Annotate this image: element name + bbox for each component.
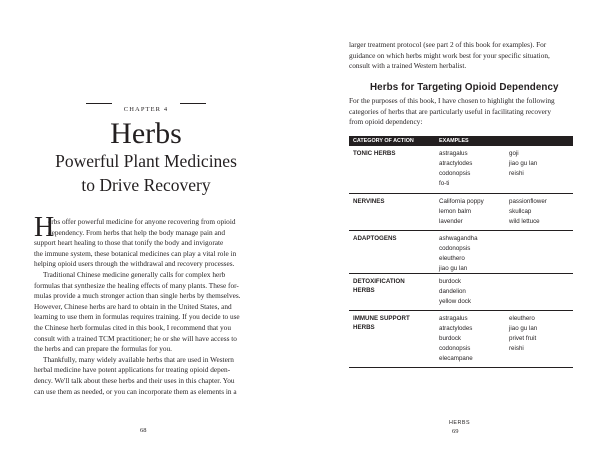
running-footer: HERBS xyxy=(449,420,471,426)
body-line: For the purposes of this book, I have chosen to highlight the following xyxy=(349,96,555,105)
category-line: IMMUNE SUPPORT xyxy=(353,315,410,322)
herb-item: skullcap xyxy=(509,208,532,215)
body-text xyxy=(34,217,258,397)
herb-item: codonopsis xyxy=(439,245,471,252)
herb-item: jiao gu lan xyxy=(439,265,468,272)
category-line: TONIC HERBS xyxy=(353,150,396,157)
herb-item: fo-ti xyxy=(439,180,450,187)
body-line: categories of herbs that are particularly useful in facilitating recovery xyxy=(349,106,551,116)
body-line: herbal medicine have potent applications for treating opioid depen- xyxy=(34,365,231,375)
body-line: consult with a trained Western herbalist. xyxy=(349,61,467,71)
section-heading: Herbs for Targeting Opioid Dependency xyxy=(370,82,559,93)
herb-item: lavender xyxy=(439,218,463,225)
body-line: the immune system, these botanical medicines can play a vital role in xyxy=(34,248,237,258)
body-line: the herbs and can prepare the formulas for you. xyxy=(34,344,172,354)
herb-item: jiao gu lan xyxy=(509,325,538,332)
table-header xyxy=(349,136,573,146)
category-cell xyxy=(353,149,433,158)
category-cell xyxy=(353,277,433,295)
body-line: erbs offer powerful medicine for anyone recovering from opioid xyxy=(48,217,236,226)
herb-item: jiao gu lan xyxy=(509,160,538,167)
table-row xyxy=(349,146,573,194)
body-line: larger treatment protocol (see part 2 of this book for examples). For xyxy=(349,40,547,49)
herb-item: California poppy xyxy=(439,198,484,205)
herb-item: lemon balm xyxy=(439,208,471,215)
page-number-right: 69 xyxy=(452,428,459,435)
chapter-title: Herbs xyxy=(110,117,182,150)
herb-item: goji xyxy=(509,150,519,157)
herb-item: burdock xyxy=(439,278,462,285)
continued-paragraph xyxy=(349,40,574,72)
herb-item: astragalus xyxy=(439,150,468,157)
body-line: learning to use them in formulas requires training. If you decide to use xyxy=(34,312,240,322)
herb-item: passionflower xyxy=(509,198,547,205)
body-line: consult with a trained TCM practitioner; he or she will have access to xyxy=(34,333,237,343)
chapter-rule-right xyxy=(180,103,206,104)
herb-item: privet fruit xyxy=(509,335,537,342)
page-number-left: 68 xyxy=(140,427,147,434)
chapter-label-block xyxy=(30,98,262,116)
herb-item: dandelion xyxy=(439,288,466,295)
body-line: support heart healing to those that tonify the body and invigorate xyxy=(34,238,224,248)
herb-item: wild lettuce xyxy=(509,218,540,225)
category-line: HERBS xyxy=(353,287,375,294)
category-line: ADAPTOGENS xyxy=(353,235,397,242)
category-line: NERVINES xyxy=(353,198,385,205)
table-row xyxy=(349,274,573,311)
chapter-subtitle-line1: Powerful Plant Medicines xyxy=(55,151,237,171)
category-line: DETOXIFICATION xyxy=(353,278,405,285)
herb-item: ashwagandha xyxy=(439,235,478,242)
header-category: CATEGORY OF ACTION xyxy=(353,138,414,144)
body-line: dependency. From herbs that help the body manage pain and xyxy=(48,227,226,237)
herb-item: atractylodes xyxy=(439,325,473,332)
body-line: guidance on which herbs might work best for your specific situation, xyxy=(349,50,550,60)
body-line: However, Chinese herbs are hard to obtain in the United States, and xyxy=(34,301,232,311)
body-line: Traditional Chinese medicine generally calls for complex herb xyxy=(43,269,226,279)
herb-item: astragalus xyxy=(439,315,468,322)
chapter-label: CHAPTER 4 xyxy=(123,106,169,113)
category-cell xyxy=(353,234,433,243)
herb-item: atractylodes xyxy=(439,160,473,167)
body-line: the Chinese herb formulas cited in this book, I recommend that you xyxy=(34,322,231,332)
body-line: dency. We'll talk about these herbs and their uses in this chapter. You xyxy=(34,375,235,385)
body-line: helping opioid users through the withdrawal and recovery processes. xyxy=(34,259,235,269)
table-row xyxy=(349,194,573,231)
herb-item: elecampane xyxy=(439,355,473,362)
body-line: from opioid dependency: xyxy=(349,117,423,127)
herb-item: reishi xyxy=(509,345,524,352)
category-cell xyxy=(353,197,433,206)
herb-item: yellow dock xyxy=(439,298,471,305)
intro-paragraph xyxy=(349,96,574,128)
category-line: HERBS xyxy=(353,324,375,331)
body-line: mulas provide a much stronger action than single herbs by themselves. xyxy=(34,291,241,301)
herb-item: eleuthero xyxy=(509,315,535,322)
category-cell xyxy=(353,314,433,332)
herb-item: reishi xyxy=(509,170,524,177)
herb-item: eleuthero xyxy=(439,255,465,262)
body-line: can use them as needed, or you can incorporate them as elements in a xyxy=(34,386,237,396)
table-row xyxy=(349,311,573,368)
herb-item: burdock xyxy=(439,335,462,342)
herb-item: codonopsis xyxy=(439,345,471,352)
drop-cap: H xyxy=(34,212,55,243)
header-examples: EXAMPLES xyxy=(439,138,469,144)
herb-item: codonopsis xyxy=(439,170,471,177)
chapter-subtitle-line2: to Drive Recovery xyxy=(81,175,211,195)
body-line: formulas that synthesize the healing effects of many plants. These for- xyxy=(34,280,239,290)
herb-table xyxy=(349,136,573,368)
body-line: Thankfully, many widely available herbs that are used in Western xyxy=(43,354,234,364)
table-row xyxy=(349,231,573,274)
